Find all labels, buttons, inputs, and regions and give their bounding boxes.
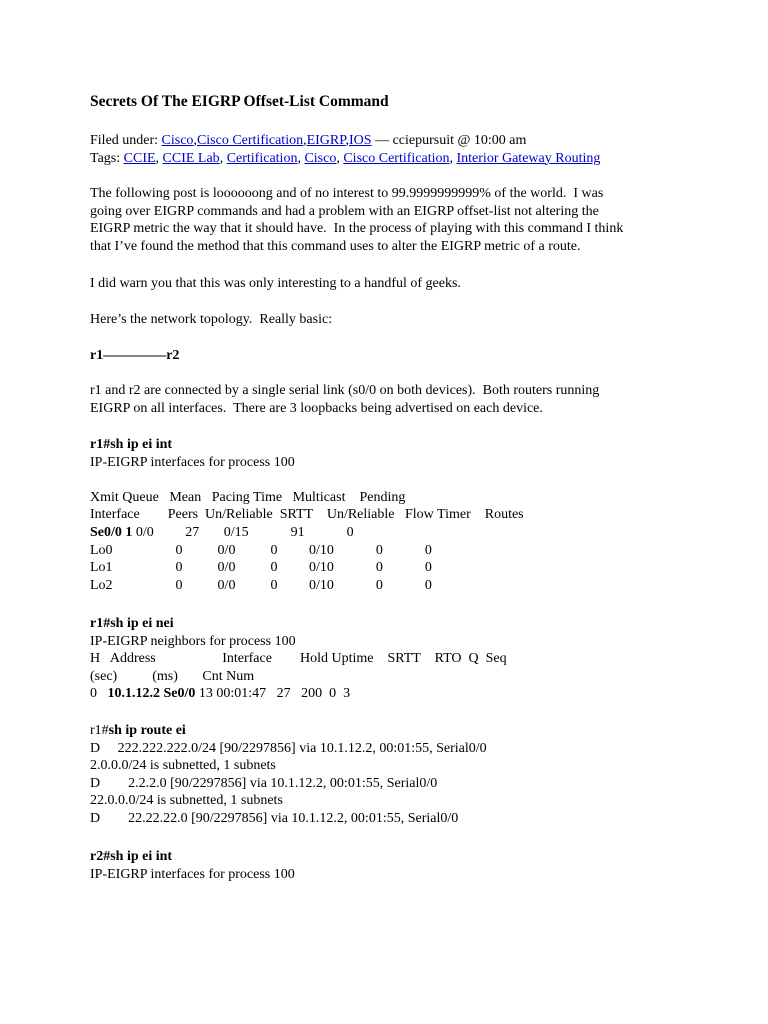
command-line: r1#sh ip ei int xyxy=(90,437,173,452)
category-link-cisco-certification[interactable]: Cisco Certification xyxy=(196,133,304,148)
category-link-ios[interactable]: IOS xyxy=(349,133,372,148)
route-line: 22.0.0.0/24 is subnetted, 1 subnets xyxy=(90,793,283,809)
topology-intro: Here’s the network topology. Really basic: xyxy=(90,312,333,327)
category-link-cisco[interactable]: Cisco xyxy=(161,133,194,148)
route-output-r1 xyxy=(90,722,487,828)
tags-line: Tags: CCIE, CCIE Lab, Certification, Cisco, Cisco Certification, Interior Gateway Routing xyxy=(90,150,601,166)
route-line: D 22.22.22.0 [90/2297856] via 10.1.12.2, 00:01:55, Serial0/0 xyxy=(90,810,459,826)
route-line: 2.0.0.0/24 is subnetted, 1 subnets xyxy=(90,758,276,774)
route-line: D 222.222.222.0/24 [90/2297856] via 10.1.12.2, 00:01:55, Serial0/0 xyxy=(90,740,487,756)
category-link-eigrp[interactable]: EIGRP xyxy=(306,133,346,148)
neighbors-output-r1: r1#sh ip ei nei IP-EIGRP neighbors for process 100 H Address Interface Hold Uptime SRTT RTO Q Seq (sec) (ms) Cnt Num 0 10.1.12.2 Se0/0 13 00:01:47 27 200 0 3 xyxy=(90,616,507,702)
command-line: r1#sh ip route ei xyxy=(90,723,186,738)
post-title: Secrets Of The EIGRP Offset-List Command xyxy=(90,93,389,110)
route-line: D 2.2.2.0 [90/2297856] via 10.1.12.2, 00:01:55, Serial0/0 xyxy=(90,775,438,791)
tag-link-certification[interactable]: Certification xyxy=(226,150,298,166)
tag-link-interior-gateway-routing[interactable]: Interior Gateway Routing xyxy=(456,150,601,166)
author-timestamp: — cciepursuit @ 10:00 am xyxy=(371,133,527,148)
table-row: 0 10.1.12.2 Se0/0 13 00:01:47 27 200 0 3 xyxy=(90,686,351,702)
table-row: Se0/0 1 0/0 27 0/15 91 0 xyxy=(90,524,354,540)
command-line: r1#sh ip ei nei xyxy=(90,616,174,631)
tag-link-ccie[interactable]: CCIE xyxy=(123,150,156,166)
topology-diagram: r1————–r2 xyxy=(90,348,180,363)
command-line: r2#sh ip ei int xyxy=(90,849,173,864)
tag-link-cisco-certification[interactable]: Cisco Certification xyxy=(343,150,450,166)
tag-link-cisco[interactable]: Cisco xyxy=(304,150,337,166)
table-row: Lo2 0 0/0 0 0/10 0 0 xyxy=(90,577,432,593)
interfaces-output-r2: r2#sh ip ei int IP-EIGRP interfaces for process 100 xyxy=(90,849,295,882)
table-row: Lo1 0 0/0 0 0/10 0 0 xyxy=(90,560,432,576)
post-meta xyxy=(90,132,600,167)
table-row: Lo0 0 0/0 0 0/10 0 0 xyxy=(90,542,432,558)
filed-under-line: Filed under: Cisco,Cisco Certification,EIGRP,IOS — cciepursuit @ 10:00 am xyxy=(90,133,527,148)
interfaces-output-r1: r1#sh ip ei int IP-EIGRP interfaces for process 100 Xmit Queue Mean Pacing Time Multicast Pending Interface Peers Un/Reliable SRTT Un/Reliable Flow Timer Routes Se0/0 1 0/0 27 0/15 91 0 Lo0 0 0/0 0 0/10 0 0 Lo1 0 0/0 0 0/10 0 0 Lo2 0 0/0 0 0/10 0 0 xyxy=(90,437,524,593)
tag-link-ccie-lab[interactable]: CCIE Lab xyxy=(162,150,220,166)
link-description: r1 and r2 are connected by a single serial link (s0/0 on both devices). Both routers running EIGRP on all interfaces. There are 3 loopbacks being advertised on each device. xyxy=(90,383,600,416)
warning-paragraph: I did warn you that this was only interesting to a handful of geeks. xyxy=(90,276,461,291)
intro-paragraph: The following post is loooooong and of no interest to 99.9999999999% of the world. I was going over EIGRP commands and had a problem with an EIGRP offset-list not altering the EIGRP metric the way that it should have. In the process of playing with this command I think that I’ve found the method that this command uses to alter the EIGRP metric of a route. xyxy=(90,186,624,254)
